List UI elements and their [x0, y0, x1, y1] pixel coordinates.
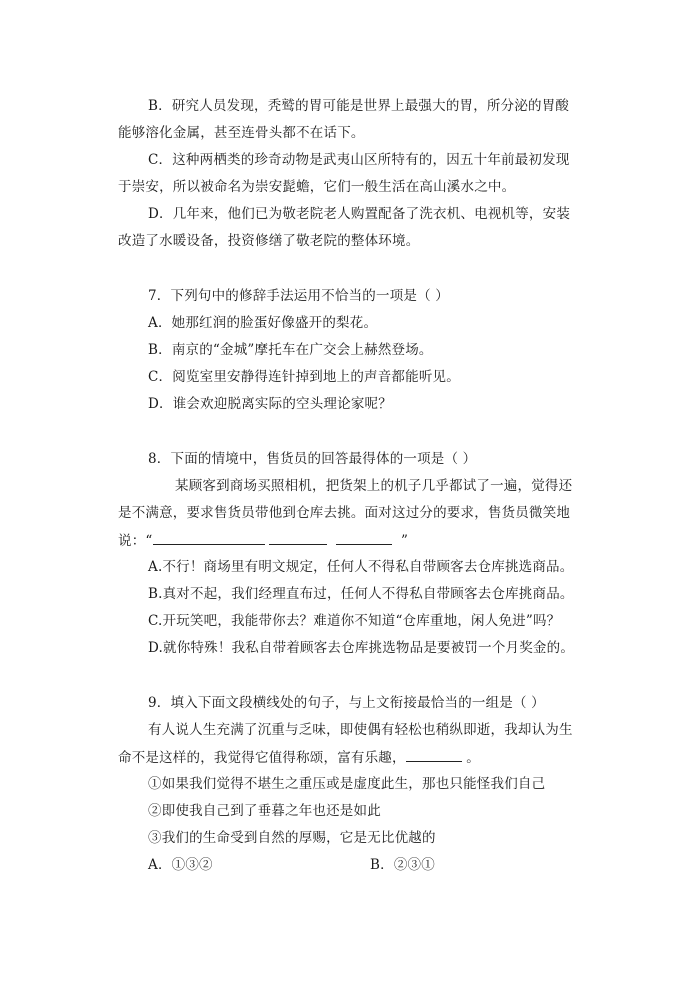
q8-passage-line1: 某顾客到商场买照相机，把货架上的机子几乎都试了一遍，觉得还	[175, 478, 573, 494]
q7-stem: 7．下列句中的修辞手法运用不恰当的一项是（ ）	[148, 288, 449, 304]
q6-option-d-line1: D．几年来，他们已为敬老院老人购置配备了洗衣机、电视机等，安装	[148, 206, 571, 222]
q8-quote-open: 说：“	[118, 533, 153, 549]
q6-option-d-line2: 改造了水暖设备，投资修缮了敬老院的整体环境。	[118, 233, 420, 249]
q8-quote-close: ”	[400, 533, 409, 549]
q9-item-1: ①如果我们觉得不堪生之重压或是虚度此生，那也只能怪我们自己	[148, 776, 546, 792]
q8-answer-blank-3	[336, 531, 392, 545]
q9-passage-period: 。	[466, 750, 480, 766]
q9-passage-line1: 有人说人生充满了沉重与乏味，即使偶有轻松也稍纵即逝，我却认为生	[148, 722, 573, 738]
q9-answer-blank	[406, 748, 462, 762]
q8-option-d: D.就你特殊！我私自带着顾客去仓库挑选物品是要被罚一个月奖金的。	[148, 640, 575, 656]
q7-option-c: C．阅览室里安静得连针掉到地上的声音都能听见。	[148, 369, 460, 385]
q8-passage-line2: 是不满意，要求售货员带他到仓库去挑。面对这过分的要求，售货员微笑地	[118, 505, 571, 521]
q7-option-d: D．谁会欢迎脱离实际的空头理论家呢？	[148, 396, 392, 412]
q8-answer-blank-1	[153, 531, 265, 545]
q7-option-b: B．南京的“金城”摩托车在广交会上赫然登场。	[148, 342, 433, 358]
q9-option-b: B．②③①	[370, 857, 435, 873]
q8-option-c: C.开玩笑吧，我能带你去？难道你不知道“仓库重地，闲人免进”吗？	[148, 613, 561, 629]
q8-option-b: B.真对不起，我们经理直布过，任何人不得私自带顾客去仓库挑商品。	[148, 586, 574, 602]
q9-option-a: A．①③②	[148, 857, 213, 873]
q6-option-c-line2: 于崇安，所以被命名为崇安髭蟾，它们一般生活在高山溪水之中。	[118, 179, 516, 195]
q9-passage-line2-text: 命不是这样的，我觉得它值得称颂，富有乐趣，	[118, 750, 406, 766]
q8-stem: 8．下面的情境中，售货员的回答最得体的一项是（ ）	[148, 451, 477, 467]
q6-option-b-line2: 能够溶化金属，甚至连骨头都不在话下。	[118, 125, 365, 141]
q8-option-a: A.不行！商场里有明文规定，任何人不得私自带顾客去仓库挑选商品。	[148, 559, 574, 575]
q6-option-c-line1: C．这种两栖类的珍奇动物是武夷山区所特有的，因五十年前最初发现	[148, 152, 570, 168]
q9-stem: 9．填入下面文段横线处的句子，与上文衔接最恰当的一组是（ ）	[148, 695, 545, 711]
q9-item-3: ③我们的生命受到自然的厚赐，它是无比优越的	[148, 830, 436, 846]
q8-passage-line3	[118, 531, 408, 550]
q7-option-a: A．她那红润的脸蛋好像盛开的梨花。	[148, 315, 378, 331]
q6-option-b-line1: B．研究人员发现，秃鹫的胃可能是世界上最强大的胃，所分泌的胃酸	[148, 98, 570, 114]
q9-item-2: ②即使我自己到了垂暮之年也还是如此	[148, 803, 381, 819]
q9-passage-line2	[118, 748, 480, 767]
q8-answer-blank-2	[269, 531, 327, 545]
